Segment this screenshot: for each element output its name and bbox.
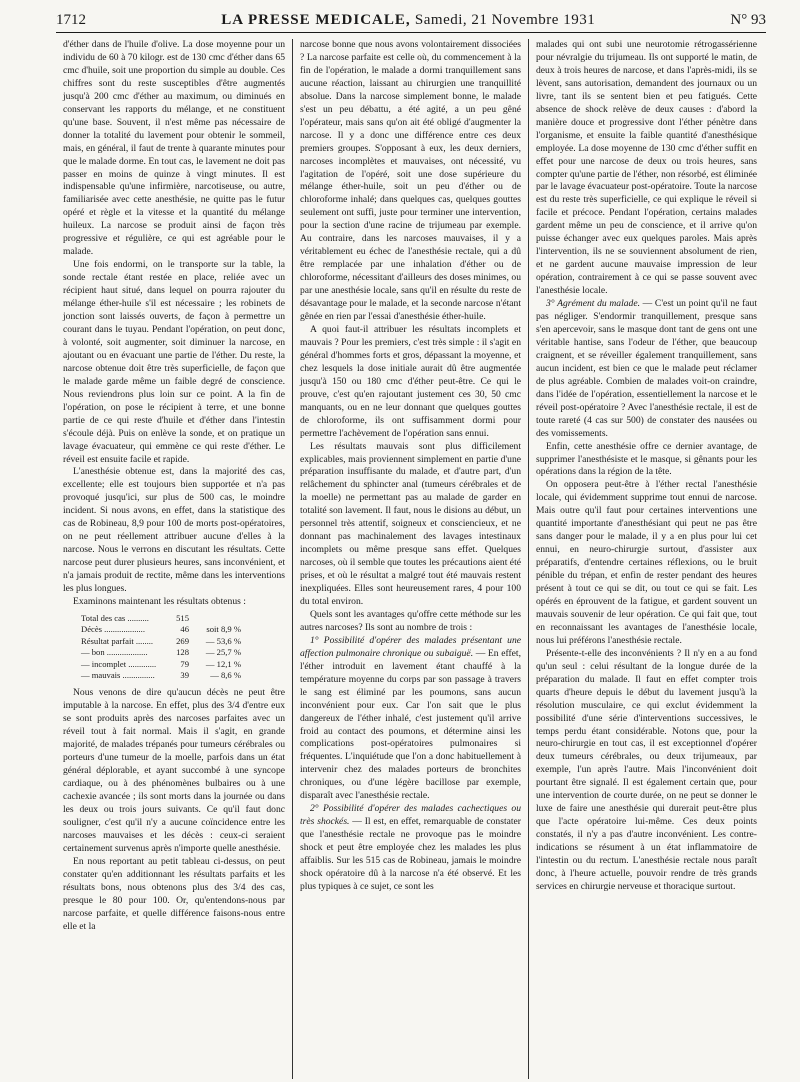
section-title: 2° Possibilité d'opérer des malades cachectiques ou très shockés. xyxy=(300,803,521,828)
results-cell-label: — bon ................... xyxy=(81,647,148,658)
results-cell-pct xyxy=(189,613,241,624)
results-cell-n: 515 xyxy=(176,612,189,623)
results-cell-n: 128 xyxy=(176,647,189,658)
results-cell-pct: — 12,1 % xyxy=(205,658,241,669)
page-number: 1712 xyxy=(56,12,86,28)
results-table xyxy=(81,613,285,681)
results-cell-pct: — 8,6 % xyxy=(210,669,241,680)
results-row xyxy=(81,647,285,658)
paragraph: Une fois endormi, on le transporte sur la table, la sonde rectale étant restée en place, reliée avec un récipient haut situé, dans lequel on pourra rajouter du mélange éther-huile s'il est nécessaire ; les robinets de jonction sont laissés ouverts, de façon à permettre un courant dans le tuyau. Pendant l'opération, on peut donc, à volonté, soit augmenter, soit diminuer la narcose, en ajoutant ou en évacuant une partie de l'éther. Du reste, la narcose obtenue doit être très superficielle, de façon que le malade garde même un faible degré de conscience. Nous reviendrons plus loin sur ce point. A la fin de l'opération, on pose le récipient à terre, et une bonne partie de ce qui reste d'huile et d'éther dans l'intestin s'écoule déjà. Puis on enlève la sonde, et on pratique un lavage évacuateur, qui emmène ce qui reste d'éther. Le réveil est ensuite facile et rapide. xyxy=(63,259,285,465)
issue-number: N° 93 xyxy=(730,12,766,28)
results-row xyxy=(81,636,285,647)
results-cell-pct: soit 8,9 % xyxy=(206,624,241,635)
results-cell-label: Total des cas .......... xyxy=(81,612,149,623)
results-cell-pct: — 53,6 % xyxy=(205,635,241,646)
paragraph: narcose bonne que nous avons volontairement dissociées ? La narcose parfaite est celle où, du commencement à la fin de l'opération, le malade a dormi tranquillement sans aucune réaction, laissant au chirurgien une tranquillité absolue. Dans la narcose simplement bonne, le malade s'est un peu débattu, a été agité, a un peu gêné l'opérateur, mais sans qu'on ait été obligé d'augmenter la narcose. Il y a donc une différence entre ces deux premiers groupes. S'opposant à eux, les deux derniers, narcoses incomplètes et mauvaises, ont nécessité, vu l'agitation de l'opéré, soit une dose supérieure du mélange éther-huile, soit un peu d'éther ou de chloroforme inhalé; dans quelques cas, quelques gouttes seulement ont suffi, juste pour terminer une intervention, pour la section d'une racine de trijumeau par exemple. Au contraire, dans les narcoses mauvaises, il y a véritablement eu échec de l'anesthésie rectale, qui a dû être remplacée par une inhalation d'éther ou de chloroforme, nécessitant d'ailleurs des doses minimes, ou par une anesthésie locale, sans qu'il en résulte du reste de désavantage pour le malade, et la seconde narcose n'étant gênée en rien par l'essai d'anesthésie éther-huile. xyxy=(300,39,521,323)
results-cell-n: 39 xyxy=(180,669,189,680)
paragraph xyxy=(300,803,521,894)
results-cell-pct: — 25,7 % xyxy=(205,647,241,658)
paragraph: Les résultats mauvais sont plus difficilement explicables, mais proviennent simplement en partie d'une préparation insuffisante du malade, et d'autre part, d'un relâchement du sphincter anal (tumeurs cérébrales et de la moelle) ne permettant pas au malade de garder en totalité son lavement. Il faut, nous le disions au début, un personnel très attentif, soigneux et consciencieux, et ne donnant pas machinalement des lavages intestinaux incomplets ou même presque sans effet. Quelques narcoses, où il semble que toutes les précautions aient été prises, et où le résultat a malgré tout été mauvais restent inexpliquées. Elles sont heureusement rares, 4 pour 100 du total environ. xyxy=(300,440,521,607)
results-cell-n: 269 xyxy=(176,635,189,646)
paragraph: L'anesthésie obtenue est, dans la majorité des cas, excellente; elle est toujours bien supportée et n'a pas provoqué jusqu'ici, sur plus de 500 cas, le moindre incident. Si nous avons, en effet, dans la statistique des cas de Robineau, 8,9 pour 100 de morts post-opératoires, on ne peut réellement attribuer aucune d'elles à la narcose. Nous le verrons en discutant les résultats. Cette narcose peut durer plusieurs heures, sans inconvénient, et n'a jamais produit de rectite, même dans les interventions les plus longues. xyxy=(63,466,285,595)
paragraph: Examinons maintenant les résultats obtenus : xyxy=(73,595,246,607)
results-row xyxy=(81,613,285,624)
section-text: — C'est un point qu'il ne faut pas négliger. S'endormir tranquillement, presque sans s'en apercevoir, sans le masque dont tant de gens ont une véritable hantise, sans l'odeur de l'éther, que beaucoup craignent, et se réveiller également tranquillement, sans aucun incident, est bien ce que le malade peut réclamer de plus agréable. Combien de malades voit-on craindre, dans l'idée de l'opération, essentiellement la narcose et le réveil post-opératoire ? Avec l'anesthésie rectale, il est de toute rareté (4 cas sur 500) de constater des nausées ou des vomissements. xyxy=(536,298,757,439)
section-title: 1° Possibilité d'opérer des malades présentant une affection pulmonaire chronique ou subaiguë. xyxy=(300,634,521,659)
paragraph xyxy=(536,298,757,440)
paragraph: A quoi faut-il attribuer les résultats incomplets et mauvais ? Pour les premiers, c'est très simple : il s'agit en général d'hommes forts et gros, dépassant la moyenne, et chez lesquels la dose initiale aurait dû être augmentée jusqu'à 150 ou 180 cmc d'éther peut-être. Ce qui le prouve, c'est qu'en rajoutant justement ces 30, 50 cmc manquants, ou en ne leur donnant que quelques gouttes de chloroforme, ils ont suffisamment dormi pour permettre l'achèvement de l'opération sans ennui. xyxy=(300,323,521,439)
article-columns xyxy=(56,39,766,1079)
column-3 xyxy=(528,39,764,1079)
section-text: — Il est, en effet, remarquable de constater que l'anesthésie rectale ne provoque pas le moindre shock et peut être employée chez les malades les plus affaiblis. Sur les 515 cas de Robineau, jamais le moindre shock opératoire dû à la narcose n'a été observé. Et les plus typiques à ce sujet, ce sont les xyxy=(300,816,521,892)
results-cell-label: — incomplet ............. xyxy=(81,658,157,669)
issue-date: Samedi, 21 Novembre 1931 xyxy=(414,12,596,28)
paragraph: En nous reportant au petit tableau ci-dessus, on peut constater qu'en additionnant les résultats parfaits et les résultats bons, nous obtenons plus des 3/4 des cas, presque le 80 pour 100. Or, qu'entendons-nous par narcose parfaite, et quelle différence faisons-nous entre elle et la xyxy=(63,855,285,932)
results-cell-label: — mauvais ............... xyxy=(81,669,155,680)
paragraph: Nous venons de dire qu'aucun décès ne peut être imputable à la narcose. En effet, plus des 3/4 d'entre eux se sont produits après des narcoses parfaites avec un réveil tout à fait normal. Mais il s'agit, en grande majorité, de malades trépanés pour tumeurs cérébrales ou porteurs d'une tumeur de la moelle, parfois dans un état général déplorable, et ayant succombé à une syncope cardiaque, ou à des phénomènes bulbaires ou à une cachexie avancée ; ils sont morts dans la journée ou dans les deux ou trois jours suivants. Ce qu'il faut donc souligner, c'est qu'il n'y a aucune coïncidence entre les narcoses mauvaises et les décès : ceux-ci seraient certainement survenus après n'importe quelle anesthésie. xyxy=(63,687,285,854)
paragraph: malades qui ont subi une neurotomie rétrogassérienne pour névralgie du trijumeau. Ils ont supporté le matin, de deux à trois heures de narcose, et dans l'après-midi, ils se lèvent, sans autorisation, demandent des journaux ou un livre, tant ils se sentent bien et peu fatigués. Cette absence de shock relève de deux causes : d'abord la manière douce et progressive dont l'éther pénètre dans l'organisme, et ensuite la faible quantité d'anesthésique employée. La dose moyenne de 130 cmc d'éther suffit en effet pour une narcose de deux ou trois heures, sans compter qu'une partie de l'éther, non résorbé, est éliminée par le lavage évacuateur post-opératoire. Toute la narcose est du reste très superficielle, ce qui explique le réveil si facile et précoce. Pendant l'opération, certains malades gardent même un peu de conscience, et il arrive qu'on puisse échanger avec eux quelques paroles. Mais après l'intervention, ils ne se souviennent absolument de rien, et ne gardent aucune mauvaise impression de leur opération, contrairement à ce qui se passe souvent avec l'anesthésie locale. xyxy=(536,39,757,297)
paragraph: Présente-t-elle des inconvénients ? Il n'y en a au fond qu'un seul : celui résultant de la longue durée de la préparation du malade. Il faut en effet compter trois quarts d'heure depuis le début du lavement jusqu'à la résolution musculaire, ce qui exclut évidemment la possibilité d'une série d'interventions successives, le temps perdu étant considérable. Notons que, pour la neuro-chirurgie en tout cas, il est exceptionnel d'opérer deux tumeurs cérébrales, ou deux trijumeaux, par exemple, l'un après l'autre. Mais l'inconvénient doit pourtant être signalé. Il est également certain que, pour une intervention de courte durée, on ne peut se donner le luxe de faire une anesthésie qui durerait peut-être plus que l'acte opératoire lui-même. Ces deux points constatés, il n'y a pas d'autre inconvénient. Les contre-indications se résument à un état inflammatoire de l'intestin ou du rectum. L'anesthésie rectale nous paraît donc, à l'heure actuelle, pouvoir rendre de très grands services en chirurgie nerveuse et thoracique surtout. xyxy=(536,647,757,892)
page-header xyxy=(56,10,766,33)
masthead xyxy=(86,10,730,30)
paragraph: d'éther dans de l'huile d'olive. La dose moyenne pour un individu de 60 à 70 kilogr. est de 130 cmc d'éther dans 65 cmc d'huile, soit une proportion du simple au double. Ces chiffres sont du reste susceptibles d'être augmentés jusqu'à 200 cmc d'éther au maximum, ou diminués en conservant les rapports du mélange, et ne constituent qu'une base. Souvent, il n'est même pas nécessaire de donner la totalité du lavement pour obtenir le sommeil, mais, en général, il faut de trente à quarante minutes pour que le malade dorme. En tout cas, le lavement ne doit pas passer en moins de quinze à vingt minutes. Il est indispensable qu'une infirmière, narcotiseuse, ou autre, familiarisée avec cette anesthésie, ne quitte pas le futur opéré et règle et la vitesse et la quantité du mélange huileux. La narcose se produit ainsi de façon très progressive et régulière, ce qui est agréable pour le malade. xyxy=(63,39,285,258)
column-2 xyxy=(292,39,528,1079)
section-text: — En effet, l'éther introduit en lavement étant chauffé à la température moyenne du corps par son passage à travers le sang est éliminé par les poumons, sans aucun inconvénient pour eux. Car l'on sait que le plus dangereux de l'éther inhalé, c'est justement qu'il arrive froid au contact des poumons, et détermine ainsi les complications post-opératoires pulmonaires si fréquentes. L'inquiétude que l'on a donc habituellement à intervenir chez des malades porteurs de bronchites chroniques, ou d'une légère bacillose par exemple, disparaît avec l'anesthésie rectale. xyxy=(300,647,521,802)
paragraph xyxy=(300,635,521,803)
paragraph: Quels sont les avantages qu'offre cette méthode sur les autres narcoses? Ils sont au nombre de trois : xyxy=(300,608,521,633)
results-row xyxy=(81,659,285,670)
results-cell-label: Résultat parfait ........ xyxy=(81,635,154,646)
section-title: 3° Agrément du malade. xyxy=(546,298,640,310)
column-1 xyxy=(56,39,292,1079)
results-cell-n: 79 xyxy=(180,658,189,669)
results-row xyxy=(81,670,285,681)
results-cell-label: Décès ................... xyxy=(81,624,145,635)
results-row xyxy=(81,624,285,635)
journal-title: LA PRESSE MEDICALE, xyxy=(221,12,411,28)
paragraph: Enfin, cette anesthésie offre ce dernier avantage, de supprimer l'anesthésiste et le masque, si gênants pour les opérations dans la région de la tête. xyxy=(536,440,757,478)
paragraph: On opposera peut-être à l'éther rectal l'anesthésie locale, qui évidemment supprime tout ennui de narcose. Mais outre qu'il faut pour certaines interventions une quantité importante d'anesthésiant qui peut ne pas être sans danger pour le malade, il y a en plus pour lui cet ennui, en neuro-chirurgie surtout, d'assister aux préparatifs, d'entendre certaines réflexions, ou le bruit pénible du trépan, et enfin de rester pendant des heures présent à tout ce qui se dit, ou tout ce qui se fait. Les opérés en éprouvent de la fatigue, et gardent souvent un mauvais souvenir de leur opération. Ce qui fait que, tout en reconnaissant les avantages de l'anesthésie locale, nous lui préférons l'anesthésie rectale. xyxy=(536,479,757,646)
results-cell-n: 46 xyxy=(180,624,189,635)
